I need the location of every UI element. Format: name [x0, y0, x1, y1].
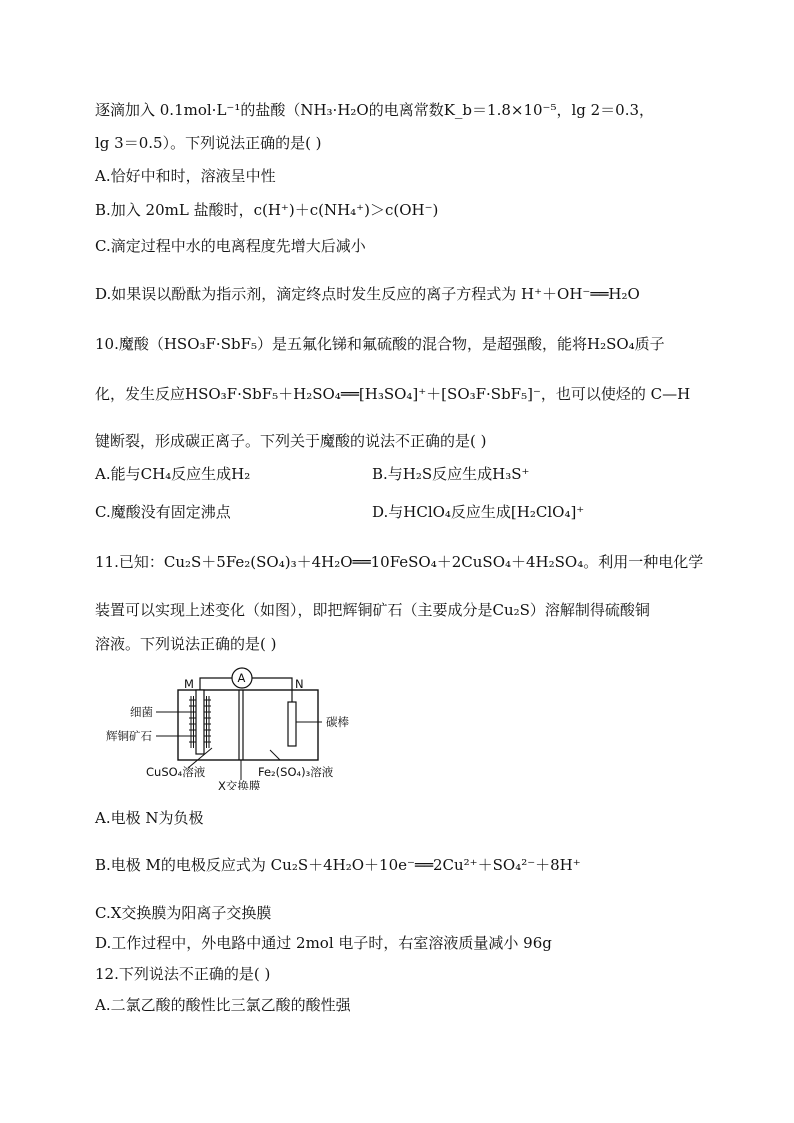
left-solution-label: CuSO₄溶液 — [146, 765, 206, 779]
q9-stem-line1: 逐滴加入 0.1mol·L⁻¹的盐酸（NH₃·H₂O的电离常数K_b＝1.8×10⁻⁵，lg 2＝0.3， — [95, 101, 655, 119]
q11-option-a: A.电极 N为负极 — [95, 809, 204, 827]
q10-stem-line3: 键断裂，形成碳正离子。下列关于魔酸的说法不正确的是( ) — [95, 432, 487, 450]
q11-stem-line3: 溶液。下列说法正确的是( ) — [95, 635, 277, 653]
q10-stem-line2: 化，发生反应HSO₃F·SbF₅＋H₂SO₄══[H₃SO₄]⁺＋[SO₃F·SbF₅]⁻，也可以使烃的 C—H — [95, 385, 691, 403]
q11-option-c: C.X交换膜为阳离子交换膜 — [95, 904, 272, 922]
electrode-m-label: M — [184, 677, 194, 691]
q11-option-d: D.工作过程中，外电路中通过 2mol 电子时，右室溶液质量减小 96g — [95, 934, 552, 952]
electrode-n-label: N — [295, 677, 304, 691]
right-solution-label: Fe₂(SO₄)₃溶液 — [258, 765, 334, 779]
q9-option-c: C.滴定过程中水的电离程度先增大后减小 — [95, 237, 366, 255]
electrode-m — [196, 690, 204, 754]
electrochemical-cell-diagram — [100, 660, 360, 794]
carbon-rod-n — [288, 702, 296, 746]
q10-stem-line1: 10.魔酸（HSO₃F·SbF₅）是五氟化锑和氟硫酸的混合物，是超强酸，能将H₂SO₄质子 — [95, 335, 665, 353]
q9-option-a: A.恰好中和时，溶液呈中性 — [95, 167, 276, 185]
q11-stem-line2: 装置可以实现上述变化（如图），即把辉铜矿石（主要成分是Cu₂S）溶解制得硫酸铜 — [95, 601, 650, 619]
q10-option-c: C.魔酸没有固定沸点 — [95, 503, 231, 521]
carbon-rod-label: 碳棒 — [326, 715, 349, 729]
ore-label: 辉铜矿石 — [106, 729, 152, 743]
q12-option-a: A.二氯乙酸的酸性比三氯乙酸的酸性强 — [95, 996, 351, 1014]
right-solution-pointer — [270, 750, 280, 760]
q10-option-b: B.与H₂S反应生成H₃S⁺ — [372, 465, 530, 483]
q9-stem-line2: lg 3＝0.5）。下列说法正确的是( ) — [95, 134, 322, 152]
q11-option-b: B.电极 M的电极反应式为 Cu₂S＋4H₂O＋10e⁻══2Cu²⁺＋SO₄²⁻＋8H⁺ — [95, 856, 581, 874]
q9-option-d: D.如果误以酚酞为指示剂，滴定终点时发生反应的离子方程式为 H⁺＋OH⁻══H₂O — [95, 285, 640, 303]
external-wire — [200, 678, 232, 708]
q9-option-b: B.加入 20mL 盐酸时，c(H⁺)＋c(NH₄⁺)＞c(OH⁻) — [95, 201, 439, 219]
q11-stem-line1: 11.已知：Cu₂S＋5Fe₂(SO₄)₃＋4H₂O══10FeSO₄＋2CuSO₄＋4H₂SO₄。利用一种电化学 — [95, 553, 704, 571]
q10-option-d: D.与HClO₄反应生成[H₂ClO₄]⁺ — [372, 503, 585, 521]
membrane-label: X交换膜 — [218, 779, 261, 790]
cell-svg — [100, 660, 360, 790]
bacteria-label: 细菌 — [130, 705, 153, 719]
q10-option-a: A.能与CH₄反应生成H₂ — [95, 465, 251, 483]
ammeter-label: A — [237, 671, 246, 685]
q12-stem: 12.下列说法不正确的是( ) — [95, 965, 271, 983]
